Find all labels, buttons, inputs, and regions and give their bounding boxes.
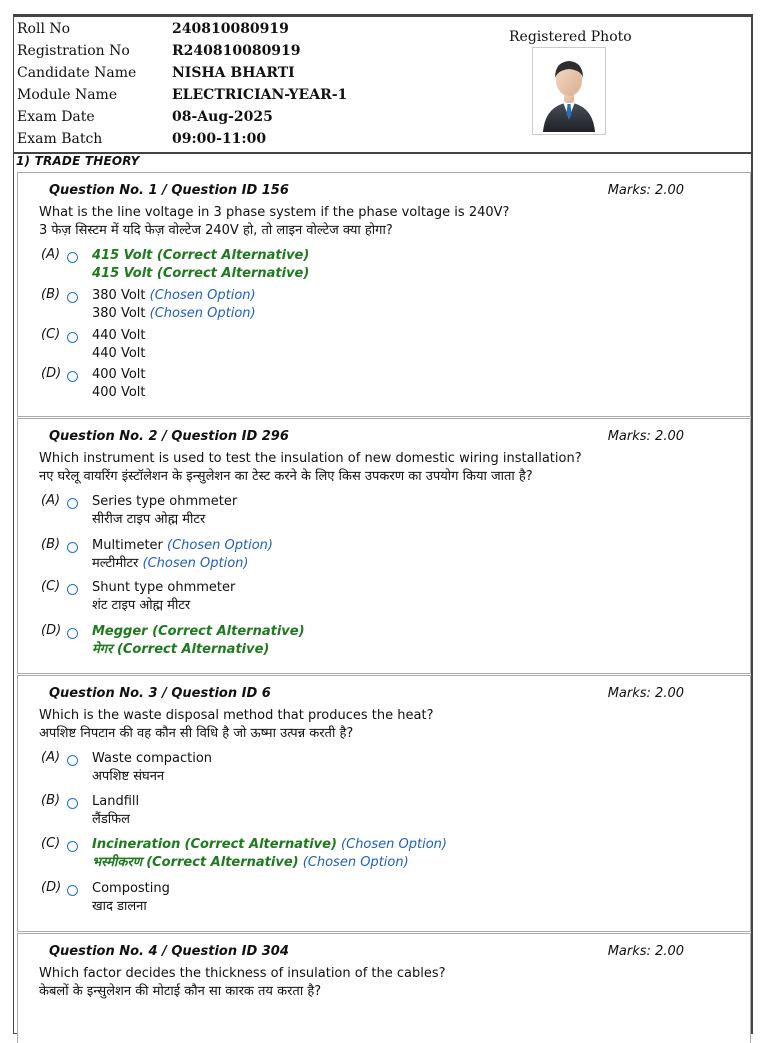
question-text-hi: अपशिष्ट निपटान की वह कौन सी विधि है जो ऊष्मा उत्पन्न करती है? bbox=[39, 726, 354, 741]
option-text-hi: खाद डालना bbox=[92, 899, 147, 914]
option-text-hi: शंट टाइप ओह्म मीटर bbox=[92, 598, 191, 613]
option-text-en: Multimeter bbox=[92, 538, 163, 553]
registration-no-label: Registration No bbox=[17, 43, 130, 59]
question-text-en: Which factor decides the thickness of insulation of the cables? bbox=[39, 966, 446, 981]
exam-batch-value: 09:00-11:00 bbox=[172, 131, 267, 147]
correct-tag: (Correct Alternative) bbox=[184, 837, 337, 852]
chosen-tag: (Chosen Option) bbox=[149, 288, 256, 303]
option-text-hi: 380 Volt bbox=[92, 306, 146, 321]
radio-icon[interactable] bbox=[67, 584, 78, 595]
option-text-hi: लैंडफिल bbox=[92, 812, 130, 827]
option-c[interactable] bbox=[41, 836, 731, 876]
question-text bbox=[39, 965, 446, 1001]
question-card-1 bbox=[17, 172, 751, 417]
option-text-en: Landfill bbox=[92, 794, 140, 809]
radio-icon[interactable] bbox=[67, 292, 78, 303]
option-d[interactable] bbox=[41, 880, 731, 920]
chosen-tag: (Chosen Option) bbox=[302, 855, 409, 870]
radio-icon[interactable] bbox=[67, 798, 78, 809]
option-c[interactable] bbox=[41, 579, 731, 619]
option-text-en: Shunt type ohmmeter bbox=[92, 580, 236, 595]
roll-no-label: Roll No bbox=[17, 21, 71, 37]
question-text-en: Which is the waste disposal method that produces the heat? bbox=[39, 708, 434, 723]
option-text-hi: अपशिष्ट संघनन bbox=[92, 769, 165, 784]
option-text-en: Waste compaction bbox=[92, 751, 213, 766]
question-text bbox=[39, 450, 582, 486]
registered-photo bbox=[532, 47, 606, 135]
roll-no-value: 240810080919 bbox=[172, 21, 289, 37]
radio-icon[interactable] bbox=[67, 498, 78, 509]
question-text bbox=[39, 204, 509, 240]
radio-icon[interactable] bbox=[67, 252, 78, 263]
question-text-hi: 3 फेज़ सिस्टम में यदि फेज़ वोल्टेज 240V हो, तो लाइन वोल्टेज क्या होगा? bbox=[39, 223, 393, 238]
option-b[interactable] bbox=[41, 287, 731, 327]
result-sheet bbox=[13, 14, 753, 1034]
option-a[interactable] bbox=[41, 750, 731, 790]
option-d[interactable] bbox=[41, 366, 731, 406]
question-card-2 bbox=[17, 418, 751, 674]
correct-tag: (Correct Alternative) bbox=[156, 266, 310, 281]
question-card-4 bbox=[17, 933, 751, 1043]
module-name-label: Module Name bbox=[17, 87, 118, 103]
option-text-en: 400 Volt bbox=[92, 367, 146, 382]
option-text-en: Series type ohmmeter bbox=[92, 494, 238, 509]
candidate-header bbox=[14, 17, 751, 154]
option-key: (A) bbox=[41, 493, 61, 508]
option-text-en: 440 Volt bbox=[92, 328, 146, 343]
option-key: (C) bbox=[41, 836, 61, 851]
option-a[interactable] bbox=[41, 493, 731, 533]
radio-icon[interactable] bbox=[67, 628, 78, 639]
option-text-hi: 440 Volt bbox=[92, 346, 146, 361]
correct-tag: (Correct Alternative) bbox=[156, 248, 310, 263]
candidate-name-value: NISHA BHARTI bbox=[172, 65, 295, 81]
question-heading: Question No. 3 / Question ID 6 bbox=[49, 686, 271, 701]
radio-icon[interactable] bbox=[67, 841, 78, 852]
option-text-hi: सीरीज टाइप ओह्म मीटर bbox=[92, 512, 206, 527]
question-marks: Marks: 2.00 bbox=[607, 944, 684, 959]
option-text-hi: 415 Volt bbox=[92, 266, 153, 281]
option-key: (A) bbox=[41, 247, 61, 262]
option-key: (B) bbox=[41, 537, 61, 552]
question-text-hi: केबलों के इन्सुलेशन की मोटाई कौन सा कारक तय करता है? bbox=[39, 984, 322, 999]
question-marks: Marks: 2.00 bbox=[607, 429, 684, 444]
question-heading: Question No. 2 / Question ID 296 bbox=[49, 429, 289, 444]
question-text-en: Which instrument is used to test the insulation of new domestic wiring installation? bbox=[39, 451, 582, 466]
correct-tag: (Correct Alternative) bbox=[116, 642, 270, 657]
option-text-hi: मल्टीमीटर bbox=[92, 556, 139, 571]
option-key: (D) bbox=[41, 623, 62, 638]
section-title: 1) TRADE THEORY bbox=[16, 154, 140, 168]
module-name-value: ELECTRICIAN-YEAR-1 bbox=[172, 87, 348, 103]
chosen-tag: (Chosen Option) bbox=[142, 556, 249, 571]
option-text-en: 415 Volt bbox=[92, 248, 153, 263]
correct-tag: (Correct Alternative) bbox=[146, 855, 299, 870]
exam-batch-label: Exam Batch bbox=[17, 131, 103, 147]
correct-tag: (Correct Alternative) bbox=[152, 624, 305, 639]
chosen-tag: (Chosen Option) bbox=[149, 306, 256, 321]
radio-icon[interactable] bbox=[67, 371, 78, 382]
option-d[interactable] bbox=[41, 623, 731, 663]
option-key: (B) bbox=[41, 793, 61, 808]
option-key: (B) bbox=[41, 287, 61, 302]
chosen-tag: (Chosen Option) bbox=[167, 538, 273, 553]
registered-photo-label: Registered Photo bbox=[509, 29, 632, 45]
question-marks: Marks: 2.00 bbox=[607, 183, 684, 198]
radio-icon[interactable] bbox=[67, 542, 78, 553]
question-card-3 bbox=[17, 675, 751, 932]
question-text bbox=[39, 707, 433, 743]
radio-icon[interactable] bbox=[67, 755, 78, 766]
option-text-hi: मेगर bbox=[92, 642, 113, 657]
option-b[interactable] bbox=[41, 793, 731, 833]
option-text-en: 380 Volt bbox=[92, 288, 146, 303]
question-marks: Marks: 2.00 bbox=[607, 686, 684, 701]
chosen-tag: (Chosen Option) bbox=[341, 837, 447, 852]
option-a[interactable] bbox=[41, 247, 731, 287]
question-heading: Question No. 4 / Question ID 304 bbox=[49, 944, 289, 959]
question-text-en: What is the line voltage in 3 phase system if the phase voltage is 240V? bbox=[39, 205, 510, 220]
option-key: (D) bbox=[41, 880, 62, 895]
person-avatar-icon bbox=[533, 48, 605, 134]
radio-icon[interactable] bbox=[67, 332, 78, 343]
option-text-en: Incineration bbox=[92, 837, 181, 852]
option-text-hi: भस्मीकरण bbox=[92, 855, 143, 870]
option-c[interactable] bbox=[41, 327, 731, 367]
option-key: (A) bbox=[41, 750, 61, 765]
question-heading: Question No. 1 / Question ID 156 bbox=[49, 183, 289, 198]
option-b[interactable] bbox=[41, 537, 731, 577]
option-key: (C) bbox=[41, 579, 61, 594]
option-text-en: Megger bbox=[92, 624, 148, 639]
option-text-en: Composting bbox=[92, 881, 170, 896]
question-text-hi: नए घरेलू वायरिंग इंस्टॉलेशन के इन्सुलेशन का टेस्ट करने के लिए किस उपकरण का उपयोग किया जाता है? bbox=[39, 469, 533, 484]
radio-icon[interactable] bbox=[67, 885, 78, 896]
registration-no-value: R240810080919 bbox=[172, 43, 301, 59]
exam-date-label: Exam Date bbox=[17, 109, 95, 125]
option-text-hi: 400 Volt bbox=[92, 385, 146, 400]
candidate-name-label: Candidate Name bbox=[17, 65, 137, 81]
option-key: (C) bbox=[41, 327, 61, 342]
exam-date-value: 08-Aug-2025 bbox=[172, 109, 273, 125]
option-key: (D) bbox=[41, 366, 62, 381]
